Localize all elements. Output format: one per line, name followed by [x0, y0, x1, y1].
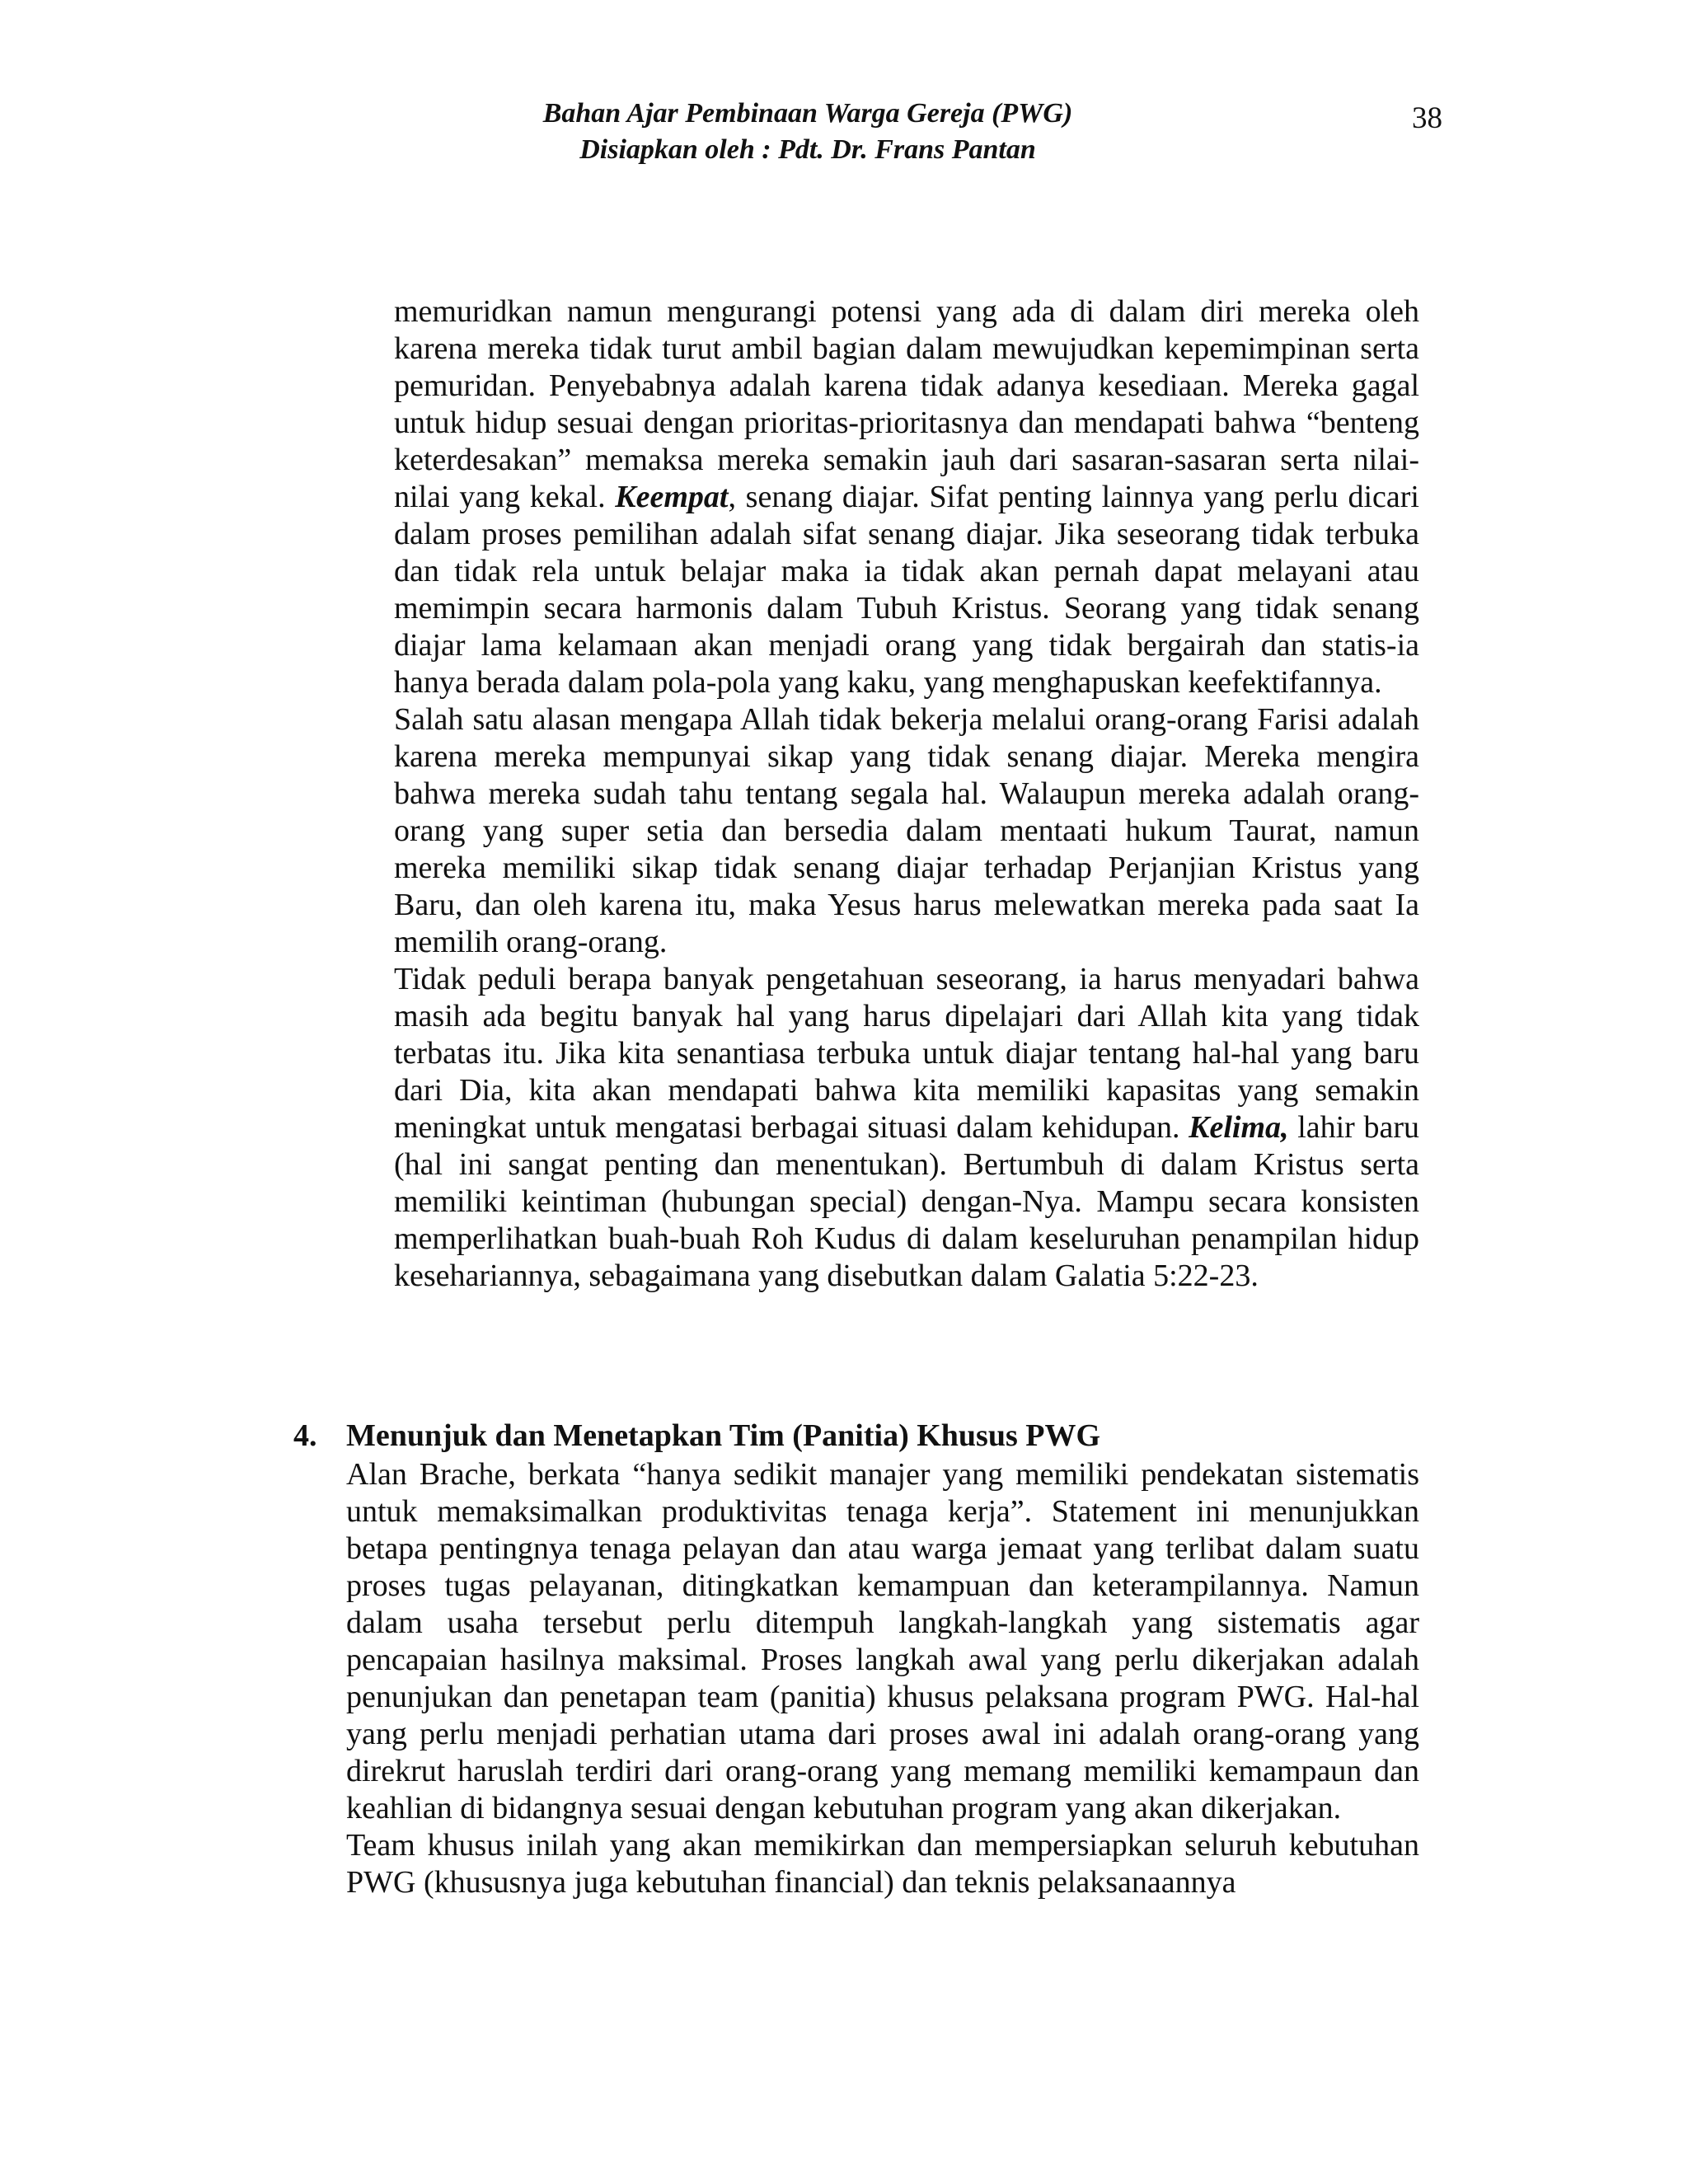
- body-text: [394, 293, 1419, 1295]
- section-body: [346, 1456, 1419, 1901]
- running-header: [462, 96, 1154, 168]
- section-number: 4.: [293, 1418, 317, 1453]
- paragraph-text: memuridkan namun mengurangi potensi yang ada di dalam diri mereka oleh karena mereka tidak turut ambil bagian dalam mewujudkan kepemimpinan serta pemuridan. Penyebabnya adalah karena tidak adanya kesediaan. Mereka gagal untuk hidup sesuai dengan prioritas-prioritasnya dan mendapati bahwa “benteng keterdesakan” memaksa mereka semakin jauh dari sasaran-sasaran serta nilai-nilai yang kekal.: [394, 294, 1419, 514]
- paragraph: Team khusus inilah yang akan memikirkan dan mempersiapkan seluruh kebutuhan PWG (khususnya juga kebutuhan financial) dan teknis pelaksanaannya: [346, 1828, 1419, 1900]
- paragraph: [394, 293, 1419, 701]
- section-title: Menunjuk dan Menetapkan Tim (Panitia) Khusus PWG: [346, 1418, 1101, 1453]
- paragraph: [394, 961, 1419, 1295]
- header-title: Bahan Ajar Pembinaan Warga Gereja (PWG): [542, 98, 1073, 129]
- page-number: 38: [1412, 101, 1442, 135]
- emphasis-kelima: Kelima,: [1189, 1110, 1289, 1145]
- paragraph-text: Tidak peduli berapa banyak pengetahuan seseorang, ia harus menyadari bahwa masih ada begitu banyak hal yang harus dipelajari dari Allah kita yang tidak terbatas itu. Jika kita senantiasa terbuka untuk diajar tentang hal-hal yang baru dari Dia, kita akan mendapati bahwa kita memiliki kapasitas yang semakin meningkat untuk mengatasi berbagai situasi dalam kehidupan.: [394, 962, 1419, 1145]
- header-author: Disiapkan oleh : Pdt. Dr. Frans Pantan: [579, 134, 1036, 165]
- paragraph: Alan Brache, berkata “hanya sedikit manajer yang memiliki pendekatan sistematis untuk memaksimalkan produktivitas tenaga kerja”. Statement ini menunjukkan betapa pentingnya tenaga pelayan dan atau warga jemaat yang terlibat dalam suatu proses tugas pelayanan, ditingkatkan kemampuan dan keterampilannya. Namun dalam usaha tersebut perlu ditempuh langkah-langkah yang sistematis agar pencapaian hasilnya maksimal. Proses langkah awal yang perlu dikerjakan adalah penunjukan dan penetapan team (panitia) khusus pelaksana program PWG. Hal-hal yang perlu menjadi perhatian utama dari proses awal ini adalah orang-orang yang direkrut haruslah terdiri dari orang-orang yang memang memiliki kemampaun dan keahlian di bidangnya sesuai dengan kebutuhan program yang akan dikerjakan.: [346, 1457, 1419, 1825]
- section-heading: [293, 1418, 1423, 1455]
- emphasis-keempat: Keempat: [615, 480, 729, 514]
- paragraph: Salah satu alasan mengapa Allah tidak bekerja melalui orang-orang Farisi adalah karena mereka mempunyai sikap yang tidak senang diajar. Mereka mengira bahwa mereka sudah tahu tentang segala hal. Walaupun mereka adalah orang-orang yang super setia dan bersedia dalam mentaati hukum Taurat, namun mereka memiliki sikap tidak senang diajar terhadap Perjanjian Kristus yang Baru, dan oleh karena itu, maka Yesus harus melewatkan mereka pada saat Ia memilih orang-orang.: [394, 702, 1419, 959]
- paragraph-text: lahir baru (hal ini sangat penting dan menentukan). Bertumbuh di dalam Kristus serta memiliki keintiman (hubungan special) dengan-Nya. Mampu secara konsisten memperlihatkan buah-buah Roh Kudus di dalam keseluruhan penampilan hidup kesehariannya, sebagaimana yang disebutkan dalam Galatia 5:22-23.: [394, 1110, 1420, 1293]
- paragraph-text: , senang diajar. Sifat penting lainnya yang perlu dicari dalam proses pemilihan adalah sifat senang diajar. Jika seseorang tidak terbuka dan tidak rela untuk belajar maka ia tidak akan pernah dapat melayani atau memimpin secara harmonis dalam Tubuh Kristus. Seorang yang tidak senang diajar lama kelamaan akan menjadi orang yang tidak bergairah dan statis-ia hanya berada dalam pola-pola yang kaku, yang menghapuskan keefektifannya.: [394, 480, 1419, 700]
